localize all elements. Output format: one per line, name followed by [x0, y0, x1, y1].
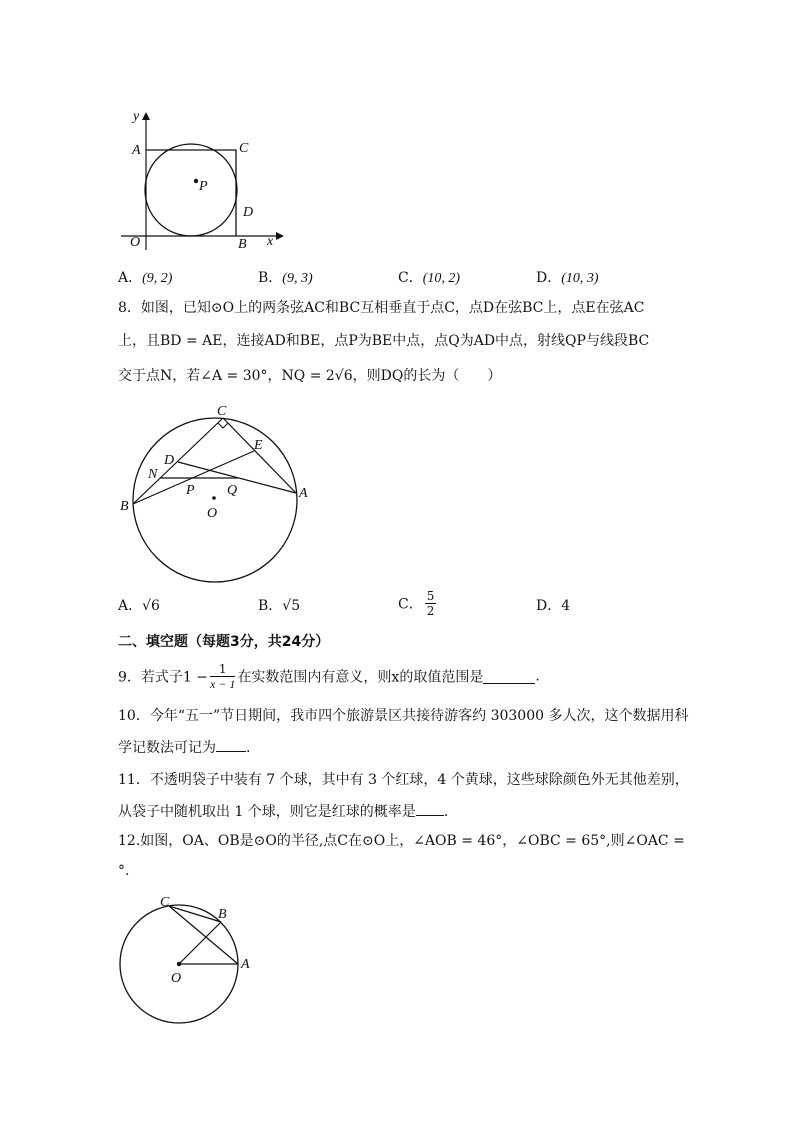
- fig12-label-O: O: [171, 971, 182, 986]
- fig8-label-B: B: [120, 499, 129, 514]
- q8-line-1: 8．如图，已知⊙O上的两条弦AC和BC互相垂直于点C，点D在弦BC上，点E在弦AC: [118, 300, 645, 316]
- fig8-label-N: N: [148, 467, 158, 482]
- fig7-label-x: x: [267, 234, 274, 249]
- fig8-label-E: E: [254, 438, 263, 453]
- fig12-label-A: A: [241, 957, 250, 972]
- q8-option-d: D．4: [536, 598, 571, 614]
- fig8-label-P: P: [186, 483, 195, 498]
- fig7-label-A: A: [132, 143, 141, 158]
- q7-option-c: C．(10, 2): [398, 270, 461, 286]
- q11-line-2: 从袋子中随机取出 1 个球，则它是红球的概率是 .: [118, 801, 448, 822]
- q7-option-d: D．(10, 3): [536, 270, 599, 286]
- q11-line-1: 11．不透明袋子中装有 7 个球，其中有 3 个红球，4 个黄球，这些球除颜色外无其他差别，: [118, 772, 689, 788]
- fig7-label-y: y: [133, 109, 140, 124]
- section-heading-fill-in: 二、填空题（每题3分，共24分）: [118, 634, 330, 650]
- fig7-label-O: O: [130, 235, 141, 250]
- q7-option-b: B．(9, 3): [258, 270, 313, 286]
- q8-option-c: C． $\frac{5}{2}$: [398, 589, 435, 618]
- q10-answer-blank[interactable]: [216, 737, 246, 752]
- fig8-label-A: A: [299, 486, 308, 501]
- fig7-label-C: C: [239, 141, 249, 156]
- fig8-label-D: D: [164, 453, 175, 468]
- fig12-label-C: C: [160, 895, 170, 910]
- figure-q8: [110, 395, 310, 595]
- q10-line-1: 10．今年“五一”节日期间，我市四个旅游景区共接待游客约 303000 多人次，这个数据用科: [118, 708, 689, 724]
- fig7-label-P: P: [199, 179, 208, 194]
- q8-option-b: B．√5: [258, 598, 301, 614]
- q9: 9．若式子1 − $\frac{1}{x - 1}$ 在实数范围内有意义，则x的取值范围是 .: [118, 662, 540, 691]
- fig8-label-Q: Q: [227, 483, 238, 498]
- q8-option-a: A．√6: [118, 598, 160, 614]
- q12-line-1: 12.如图，OA、OB是⊙O的半径,点C在⊙O上，∠AOB = 46°，∠OBC = 65°,则∠OAC =: [118, 833, 685, 849]
- fig8-label-O: O: [207, 506, 218, 521]
- q8-line-3: 交于点N，若∠A = 30°，NQ = 2√6，则DQ的长为（ ）: [118, 368, 502, 384]
- fig7-label-B: B: [238, 237, 247, 252]
- q8-option-c-fraction: $\frac{5}{2}$: [426, 589, 435, 618]
- fig12-label-B: B: [218, 907, 227, 922]
- q12-line-2: °.: [118, 863, 130, 879]
- q8-line-2: 上，且BD = AE，连接AD和BE，点P为BE中点，点Q为AD中点，射线QP与线段BC: [118, 333, 650, 349]
- q9-fraction: $\frac{1}{x - 1}$: [210, 662, 236, 691]
- figure-q7: [110, 105, 290, 255]
- q11-answer-blank[interactable]: [416, 801, 444, 816]
- q7-option-a: A．(9, 2): [118, 270, 173, 286]
- q10-line-2: 学记数法可记为 .: [118, 737, 250, 758]
- figure-q12: [110, 890, 260, 1030]
- fig7-label-D: D: [243, 205, 254, 220]
- fig8-label-C: C: [217, 404, 227, 419]
- q9-answer-blank[interactable]: [483, 669, 535, 684]
